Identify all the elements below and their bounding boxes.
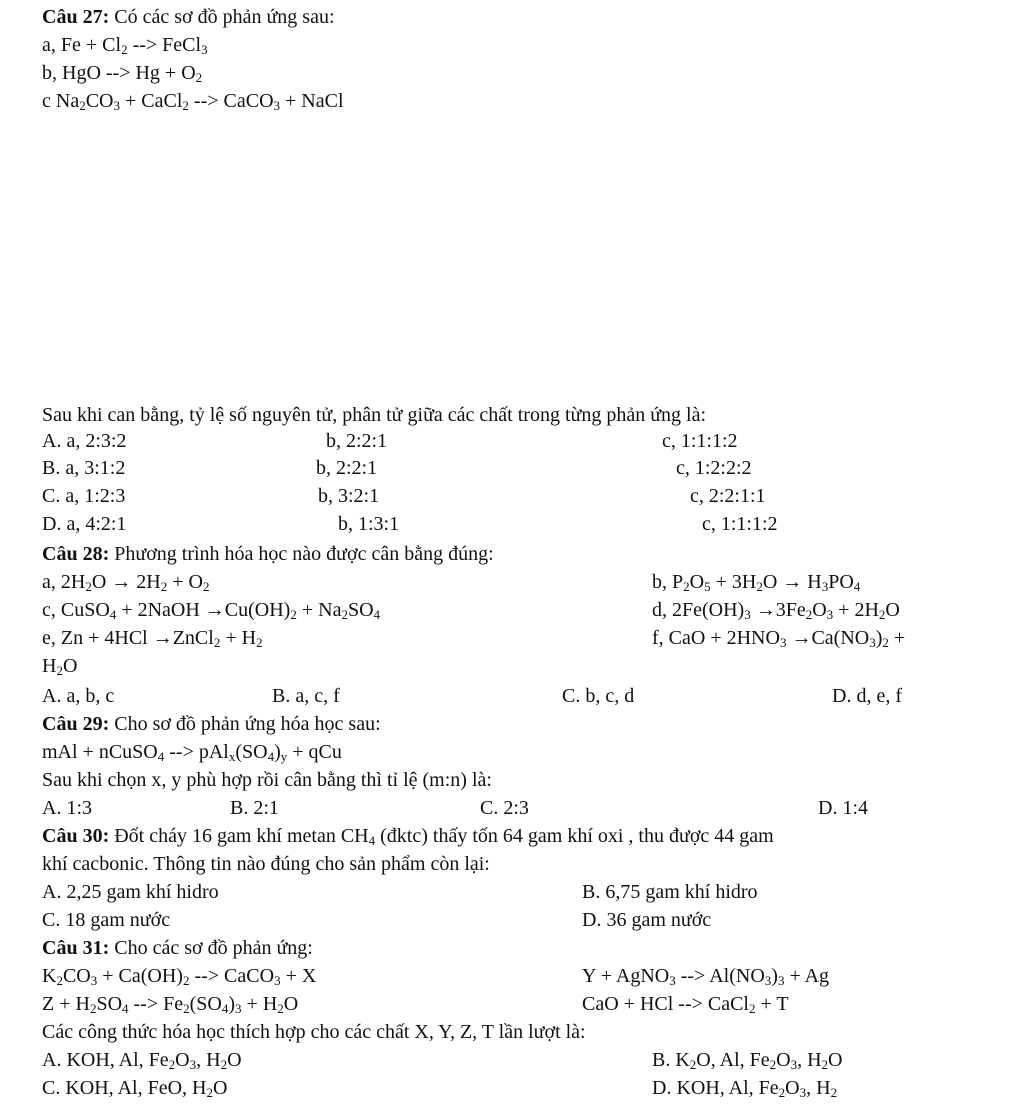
formula-text: + 3H [710, 571, 757, 593]
formula-subscript: 4 [109, 607, 117, 622]
q27-reaction-a [42, 32, 208, 58]
q28-option-b: B. a, c, f [272, 685, 340, 707]
q30-option-d: D. 36 gam nước [582, 909, 712, 931]
q27-option-b-col2: b, 2:2:1 [316, 457, 378, 479]
formula-text: --> Fe [128, 993, 184, 1015]
formula-text: B. K [652, 1049, 690, 1071]
formula-text: O [212, 1077, 228, 1099]
formula-subscript: 2 [749, 1001, 756, 1016]
q29-option-d: D. 1:4 [818, 797, 868, 819]
formula-text: + 2NaOH →Cu(OH) [116, 599, 291, 621]
formula-text: O [785, 1077, 800, 1099]
formula-subscript: 2 [160, 579, 168, 594]
q28-label: Câu 28: [42, 543, 110, 565]
q27-option-d-col1: D. a, 4:2:1 [42, 513, 127, 535]
q28-eq-e [42, 625, 263, 651]
formula-subscript: 2 [689, 1057, 697, 1072]
q31-intro: Cho các sơ đồ phản ứng: [109, 937, 313, 959]
formula-subscript: 2 [769, 1057, 777, 1072]
q29-option-c: C. 2:3 [480, 797, 529, 819]
q31-label: Câu 31: [42, 937, 110, 959]
formula-subscript: 3 [90, 973, 98, 988]
q31-option-c [42, 1075, 227, 1101]
formula-subscript: 2 [168, 1057, 176, 1072]
formula-text: --> FeCl [127, 34, 202, 56]
formula-text: O → 2H [91, 571, 161, 593]
q29-option-b: B. 2:1 [230, 797, 279, 819]
q28-eq-d [652, 597, 900, 623]
formula-text: H [42, 655, 57, 677]
formula-text: f, CaO + 2HNO [652, 627, 780, 649]
q28-intro: Phương trình hóa học nào được cân bằng đúng: [109, 543, 494, 565]
q30-line2: khí cacbonic. Thông tin nào đúng cho sản phẩm còn lại: [42, 853, 490, 875]
q28-eq-b [652, 569, 860, 595]
formula-subscript: 3 [826, 607, 834, 622]
formula-subscript: 3 [669, 973, 676, 988]
formula-subscript: 2 [121, 42, 128, 57]
formula-text: ) [771, 965, 778, 987]
formula-text: + NaCl [280, 90, 344, 112]
formula-subscript: 3 [779, 635, 787, 650]
formula-text: →3Fe [750, 599, 806, 621]
formula-text: + Ca(OH) [97, 965, 183, 987]
formula-text: mAl + nCuSO [42, 741, 158, 763]
formula-subscript: 2 [290, 607, 297, 622]
formula-text: SO [347, 599, 374, 621]
q31-eq-3 [42, 991, 298, 1017]
formula-text: + H [241, 993, 278, 1015]
formula-text: CO [85, 90, 114, 112]
formula-subscript: 2 [756, 579, 763, 594]
formula-text: O [885, 599, 900, 621]
formula-text: CO [62, 965, 91, 987]
formula-subscript: 4 [157, 749, 165, 764]
formula-text: O [812, 599, 827, 621]
formula-text: , H [806, 1077, 831, 1099]
q27-option-c-col2: b, 3:2:1 [318, 485, 380, 507]
formula-subscript: 3 [821, 579, 829, 594]
formula-subscript: 3 [189, 1057, 197, 1072]
formula-text: c, CuSO [42, 599, 110, 621]
formula-text: a, 2H [42, 571, 86, 593]
q27-option-d-col3: c, 1:1:1:2 [702, 513, 778, 535]
formula-text: Đốt cháy 16 gam khí metan CH [109, 825, 369, 847]
q27-option-d-col2: b, 1:3:1 [338, 513, 400, 535]
formula-subscript: y [280, 749, 288, 764]
q28-option-c: C. b, c, d [562, 685, 635, 707]
q27-option-a-col1: A. a, 2:3:2 [42, 430, 127, 452]
formula-subscript: 3 [777, 973, 785, 988]
formula-subscript: 2 [56, 973, 63, 988]
formula-text: + T [755, 993, 789, 1015]
formula-text: (đktc) thấy tốn 64 gam khí oxi , thu được 44 gam [375, 825, 774, 847]
q30-option-b: B. 6,75 gam khí hidro [582, 881, 758, 903]
formula-subscript: 3 [744, 607, 751, 622]
q30-option-c: C. 18 gam nước [42, 909, 171, 931]
formula-text: CaO + HCl --> CaCl [582, 993, 749, 1015]
formula-text: e, Zn + 4HCl →ZnCl [42, 627, 214, 649]
formula-text: O [689, 571, 705, 593]
q28-eq-f-cont [42, 653, 77, 679]
formula-subscript: 5 [704, 579, 711, 594]
formula-text: + X [280, 965, 317, 987]
formula-subscript: 2 [683, 579, 690, 594]
formula-subscript: 3 [799, 1085, 807, 1100]
formula-text: --> pAl [164, 741, 229, 763]
formula-subscript: 2 [778, 1085, 786, 1100]
formula-subscript: 2 [220, 1057, 228, 1072]
formula-text: A. KOH, Al, Fe [42, 1049, 169, 1071]
q30-label: Câu 30: [42, 825, 110, 847]
formula-text: SO [96, 993, 123, 1015]
formula-text: K [42, 965, 57, 987]
formula-subscript: 4 [267, 749, 275, 764]
formula-subscript: 3 [274, 973, 281, 988]
formula-subscript: 2 [89, 1001, 97, 1016]
q31-eq-4 [582, 991, 789, 1017]
q29-intro: Cho sơ đồ phản ứng hóa học sau: [109, 713, 381, 735]
formula-text: C. KOH, Al, FeO, H [42, 1077, 207, 1099]
q27-option-a-col2: b, 2:2:1 [326, 430, 388, 452]
q31-option-d [652, 1075, 837, 1101]
q29-heading [42, 711, 381, 737]
formula-subscript: 3 [764, 973, 772, 988]
formula-text: + Na [296, 599, 342, 621]
formula-text: O [828, 1049, 843, 1071]
formula-subscript: 2 [878, 607, 886, 622]
formula-subscript: 4 [853, 579, 861, 594]
formula-text: a, Fe + Cl [42, 34, 122, 56]
formula-subscript: 3 [201, 42, 208, 57]
q27-intro: Có các sơ đồ phản ứng sau: [109, 6, 335, 28]
q29-option-a: A. 1:3 [42, 797, 92, 819]
formula-text: + O [167, 571, 203, 593]
q31-eq-1 [42, 963, 316, 989]
formula-text: O [62, 655, 78, 677]
formula-text: →Ca(NO [786, 627, 870, 649]
formula-text: O [175, 1049, 190, 1071]
formula-text: O [227, 1049, 242, 1071]
q31-heading [42, 935, 313, 961]
formula-text: , H [797, 1049, 822, 1071]
formula-subscript: 3 [235, 1001, 242, 1016]
formula-text: + CaCl [120, 90, 183, 112]
formula-text: , H [196, 1049, 221, 1071]
formula-subscript: 4 [122, 1001, 129, 1016]
formula-subscript: 2 [882, 635, 889, 650]
formula-text: c Na [42, 90, 80, 112]
formula-subscript: 2 [213, 635, 221, 650]
q27-option-c-col1: C. a, 1:2:3 [42, 485, 126, 507]
q27-option-a-col3: c, 1:1:1:2 [662, 430, 738, 452]
formula-subscript: 4 [221, 1001, 229, 1016]
formula-subscript: 2 [206, 1085, 213, 1100]
formula-subscript: 4 [373, 607, 381, 622]
formula-subscript: x [228, 749, 236, 764]
formula-subscript: 2 [79, 98, 86, 113]
formula-subscript: 4 [368, 833, 376, 848]
q27-reaction-b [42, 60, 202, 86]
formula-text: + [888, 627, 906, 649]
q31-option-b [652, 1047, 843, 1073]
formula-text: (SO [235, 741, 268, 763]
formula-subscript: 2 [830, 1085, 838, 1100]
formula-text: + H [220, 627, 257, 649]
formula-text: + qCu [287, 741, 342, 763]
q27-heading [42, 4, 335, 30]
formula-text: D. KOH, Al, Fe [652, 1077, 779, 1099]
formula-subscript: 2 [183, 1001, 190, 1016]
q28-eq-f [652, 625, 905, 651]
formula-subscript: 2 [341, 607, 348, 622]
q29-equation [42, 739, 342, 765]
formula-subscript: 3 [273, 98, 281, 113]
formula-text: PO [828, 571, 854, 593]
q29-label: Câu 29: [42, 713, 110, 735]
formula-text: O → H [762, 571, 822, 593]
q29-prompt: Sau khi chọn x, y phù hợp rồi cân bằng thì tỉ lệ (m:n) là: [42, 769, 492, 791]
q27-reaction-c [42, 88, 344, 114]
formula-text: b, P [652, 571, 684, 593]
q30-line1-text [109, 825, 773, 847]
q31-prompt: Các công thức hóa học thích hợp cho các chất X, Y, Z, T lần lượt là: [42, 1021, 586, 1043]
formula-text: --> CaCO [188, 90, 274, 112]
q28-heading [42, 541, 494, 567]
q27-prompt: Sau khi can bằng, tỷ lệ số nguyên tử, phân tử giữa các chất trong từng phản ứng là: [42, 404, 707, 426]
q30-option-a: A. 2,25 gam khí hidro [42, 881, 219, 903]
formula-subscript: 2 [182, 98, 189, 113]
formula-subscript: 2 [85, 579, 92, 594]
formula-text: (SO [189, 993, 222, 1015]
formula-subscript: 3 [113, 98, 120, 113]
formula-subscript: 2 [202, 579, 210, 594]
formula-text: d, 2Fe(OH) [652, 599, 745, 621]
formula-text: ) [228, 993, 236, 1015]
q27-option-b-col3: c, 1:2:2:2 [676, 457, 752, 479]
formula-text: ) [875, 627, 883, 649]
q27-option-c-col3: c, 2:2:1:1 [690, 485, 766, 507]
formula-subscript: 2 [277, 1001, 284, 1016]
formula-subscript: 3 [869, 635, 876, 650]
formula-subscript: 2 [821, 1057, 829, 1072]
q28-eq-a [42, 569, 209, 595]
formula-subscript: 2 [182, 973, 190, 988]
formula-text: Y + AgNO [582, 965, 670, 987]
formula-text: ) [274, 741, 281, 763]
formula-text: O [776, 1049, 791, 1071]
formula-text: O [283, 993, 299, 1015]
formula-text: b, HgO --> Hg + O [42, 62, 196, 84]
q28-option-a: A. a, b, c [42, 685, 115, 707]
formula-subscript: 2 [805, 607, 813, 622]
formula-text: + 2H [833, 599, 879, 621]
formula-subscript: 2 [195, 70, 203, 85]
q27-label: Câu 27: [42, 6, 110, 28]
q28-eq-c [42, 597, 380, 623]
q27-option-b-col1: B. a, 3:1:2 [42, 457, 126, 479]
q28-option-d: D. d, e, f [832, 685, 902, 707]
q30-line1 [42, 823, 774, 849]
formula-subscript: 2 [256, 635, 263, 650]
formula-text: --> Al(NO [675, 965, 765, 987]
formula-text: --> CaCO [189, 965, 275, 987]
formula-text: + Ag [784, 965, 830, 987]
formula-text: Z + H [42, 993, 90, 1015]
formula-subscript: 3 [790, 1057, 798, 1072]
q31-option-a [42, 1047, 242, 1073]
formula-subscript: 2 [56, 663, 63, 678]
formula-text: O, Al, Fe [696, 1049, 770, 1071]
q31-eq-2 [582, 963, 829, 989]
